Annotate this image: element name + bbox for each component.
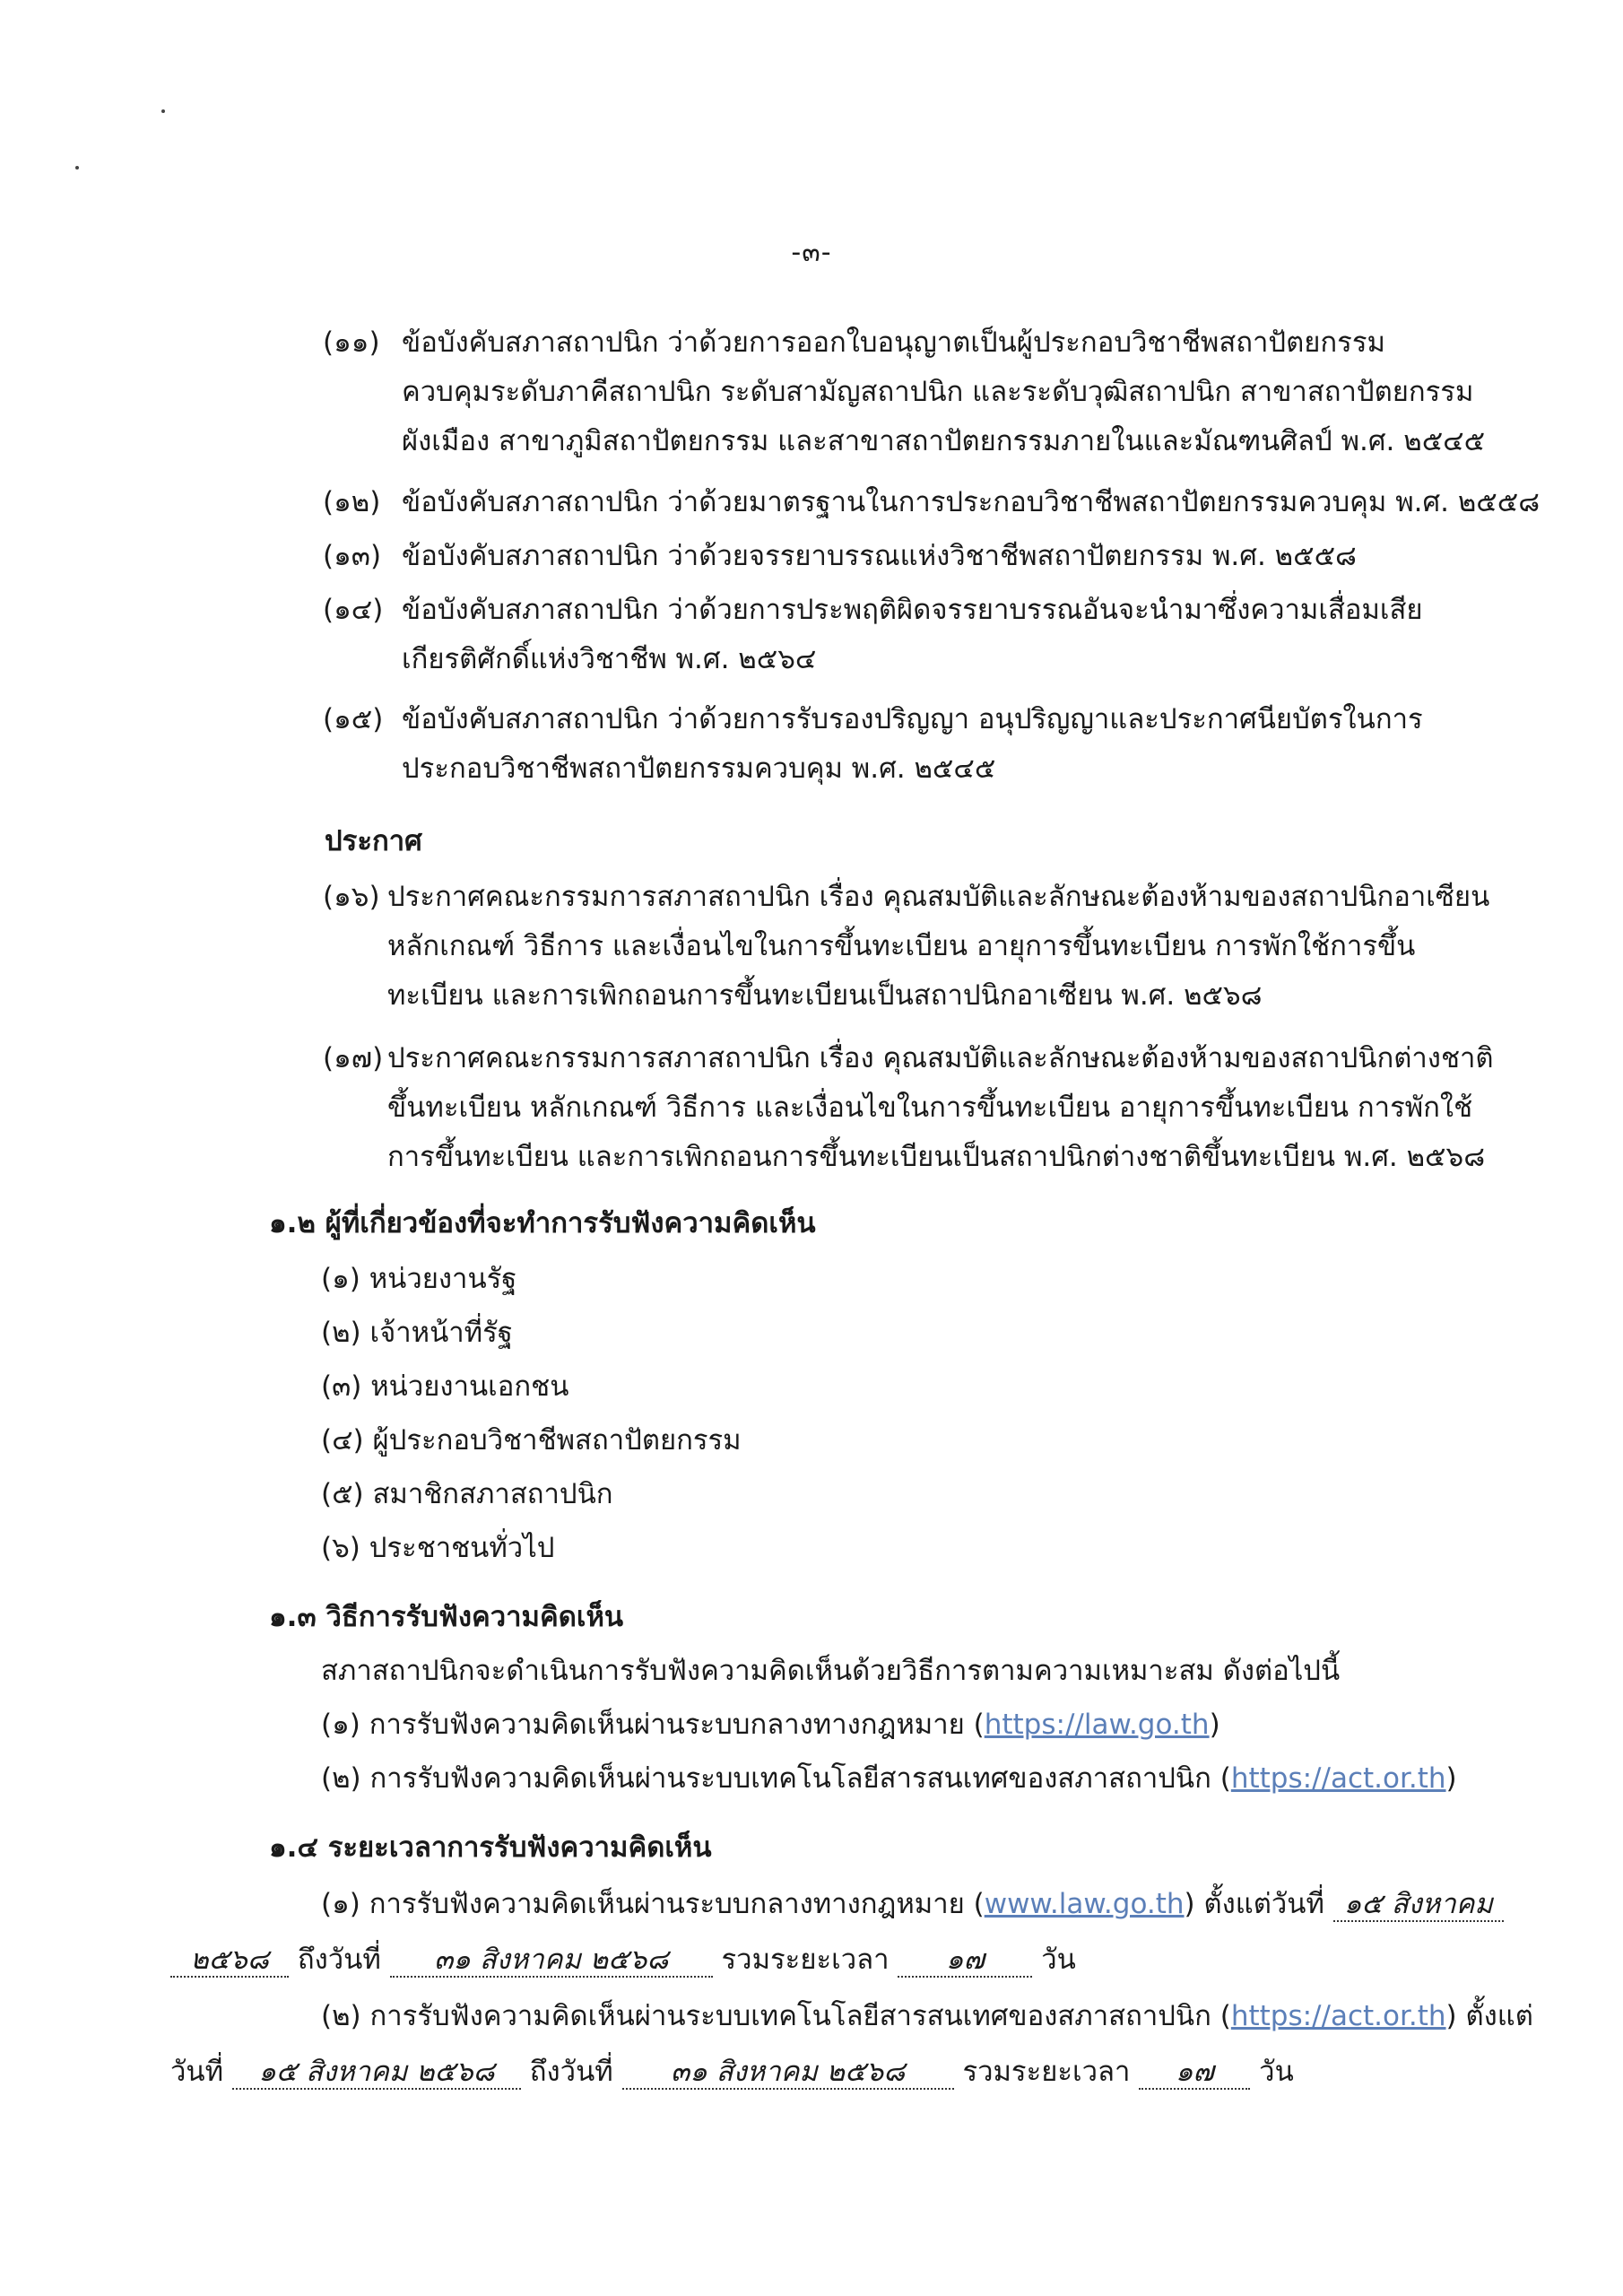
period-2-end-date: ๓๑ สิงหาคม ๒๕๖๘: [622, 2056, 954, 2090]
period-1-days: ๑๗: [898, 1944, 1032, 1978]
period-1-end-date: ๓๑ สิงหาคม ๒๕๖๘: [390, 1944, 713, 1978]
section-1-3-heading: ๑.๓ วิธีการรับฟังความคิดเห็น: [269, 1601, 624, 1633]
reg-14-number: (๑๔): [323, 594, 384, 626]
ann-17-line-1: (๑๗) ประกาศคณะกรรมการสภาสถาปนิก เรื่อง คุณสมบัติและลักษณะต้องห้ามของสถาปนิกต่างชาติ: [323, 1042, 1494, 1074]
section-1-2-item-4: (๔) ผู้ประกอบวิชาชีพสถาปัตยกรรม: [321, 1424, 742, 1457]
reg-11-line-1: (๑๑) ข้อบังคับสภาสถาปนิก ว่าด้วยการออกใบอนุญาตเป็นผู้ประกอบวิชาชีพสถาปัตยกรรม: [323, 326, 1385, 359]
section-1-3-item-2: (๒) การรับฟังความคิดเห็นผ่านระบบเทคโนโลยีสารสนเทศของสภาสถาปนิก (https://act.or.th): [321, 1762, 1457, 1795]
reg-15-line-1: (๑๕) ข้อบังคับสภาสถาปนิก ว่าด้วยการรับรองปริญญา อนุปริญญาและประกาศนียบัตรในการ: [323, 703, 1423, 735]
section-1-2-item-6: (๖) ประชาชนทั่วไป: [321, 1532, 555, 1564]
act-or-th-link-2[interactable]: https://act.or.th: [1230, 2000, 1446, 2032]
period-1-line-2: ๒๕๖๘ ถึงวันที่ ๓๑ สิงหาคม ๒๕๖๘ รวมระยะเวลา ๑๗ วัน: [170, 1942, 1076, 1978]
period-1-start-year: ๒๕๖๘: [170, 1944, 289, 1978]
section-1-2-item-1: (๑) หน่วยงานรัฐ: [321, 1263, 517, 1295]
scan-speck: [161, 109, 165, 113]
section-1-3-intro: สภาสถาปนิกจะดำเนินการรับฟังความคิดเห็นด้วยวิธีการตามความเหมาะสม ดังต่อไปนี้: [321, 1655, 1341, 1687]
reg-11-line-3: ผังเมือง สาขาภูมิสถาปัตยกรรม และสาขาสถาปัตยกรรมภายในและมัณฑนศิลป์ พ.ศ. ๒๕๔๕: [402, 425, 1486, 457]
section-1-3-item-1: (๑) การรับฟังความคิดเห็นผ่านระบบกลางทางกฎหมาย (https://law.go.th): [321, 1709, 1220, 1741]
announcements-heading: ประกาศ: [325, 825, 422, 857]
reg-11-number: (๑๑): [323, 326, 380, 359]
period-1-start-date: ๑๕ สิงหาคม: [1333, 1888, 1504, 1922]
reg-12-number: (๑๒): [323, 486, 381, 518]
reg-12-line-1: (๑๒) ข้อบังคับสภาสถาปนิก ว่าด้วยมาตรฐานในการประกอบวิชาชีพสถาปัตยกรรมควบคุม พ.ศ. ๒๕๕๘: [323, 486, 1541, 518]
scan-speck: [75, 166, 79, 170]
ann-17-line-3: การขึ้นทะเบียน และการเพิกถอนการขึ้นทะเบียนเป็นสถาปนิกต่างชาติขึ้นทะเบียน พ.ศ. ๒๕๖๘: [387, 1141, 1486, 1173]
period-2-line-2: วันที่ ๑๕ สิงหาคม ๒๕๖๘ ถึงวันที่ ๓๑ สิงหาคม ๒๕๖๘ รวมระยะเวลา ๑๗ วัน: [170, 2056, 1294, 2088]
ann-17-number: (๑๗): [323, 1042, 384, 1074]
reg-11-line-2: ควบคุมระดับภาคีสถาปนิก ระดับสามัญสถาปนิก และระดับวุฒิสถาปนิก สาขาสถาปัตยกรรม: [402, 376, 1474, 408]
ann-16-line-2: หลักเกณฑ์ วิธีการ และเงื่อนไขในการขึ้นทะเบียน อายุการขึ้นทะเบียน การพักใช้การขึ้น: [387, 930, 1416, 962]
reg-15-line-2: ประกอบวิชาชีพสถาปัตยกรรมควบคุม พ.ศ. ๒๕๔๕: [402, 752, 996, 785]
page-number: -๓-: [791, 237, 832, 268]
reg-13-number: (๑๓): [323, 540, 382, 572]
period-2-days: ๑๗: [1139, 2056, 1250, 2090]
section-1-2-item-3: (๓) หน่วยงานเอกชน: [321, 1370, 569, 1403]
reg-14-line-1: (๑๔) ข้อบังคับสภาสถาปนิก ว่าด้วยการประพฤติผิดจรรยาบรรณอันจะนำมาซึ่งความเสื่อมเสีย: [323, 594, 1423, 626]
ann-17-line-2: ขึ้นทะเบียน หลักเกณฑ์ วิธีการ และเงื่อนไขในการขึ้นทะเบียน อายุการขึ้นทะเบียน การพักใช้: [387, 1091, 1473, 1124]
period-1-line-1: (๑) การรับฟังความคิดเห็นผ่านระบบกลางทางกฎหมาย (www.law.go.th) ตั้งแต่วันที่ ๑๕ สิงหาคม: [321, 1886, 1504, 1922]
reg-14-line-2: เกียรติศักดิ์แห่งวิชาชีพ พ.ศ. ๒๕๖๔: [402, 643, 817, 675]
ann-16-line-1: (๑๖) ประกาศคณะกรรมการสภาสถาปนิก เรื่อง คุณสมบัติและลักษณะต้องห้ามของสถาปนิกอาเซียน: [323, 881, 1490, 913]
ann-16-line-3: ทะเบียน และการเพิกถอนการขึ้นทะเบียนเป็นสถาปนิกอาเซียน พ.ศ. ๒๕๖๘: [387, 979, 1263, 1012]
reg-13-line-1: (๑๓) ข้อบังคับสภาสถาปนิก ว่าด้วยจรรยาบรรณแห่งวิชาชีพสถาปัตยกรรม พ.ศ. ๒๕๕๘: [323, 540, 1357, 572]
act-or-th-link[interactable]: https://act.or.th: [1230, 1762, 1446, 1795]
www-law-go-th-link[interactable]: www.law.go.th: [984, 1888, 1185, 1920]
period-2-line-1: (๒) การรับฟังความคิดเห็นผ่านระบบเทคโนโลยีสารสนเทศของสภาสถาปนิก (https://act.or.th) ตั้งแต่: [321, 2000, 1533, 2032]
section-1-2-heading: ๑.๒ ผู้ที่เกี่ยวข้องที่จะทำการรับฟังความคิดเห็น: [269, 1207, 816, 1239]
reg-15-number: (๑๕): [323, 703, 384, 735]
ann-16-number: (๑๖): [323, 881, 380, 913]
section-1-2-item-5: (๕) สมาชิกสภาสถาปนิก: [321, 1478, 613, 1510]
period-2-start-date: ๑๕ สิงหาคม ๒๕๖๘: [232, 2056, 521, 2090]
section-1-2-item-2: (๒) เจ้าหน้าที่รัฐ: [321, 1317, 513, 1349]
section-1-4-heading: ๑.๔ ระยะเวลาการรับฟังความคิดเห็น: [269, 1831, 712, 1864]
law-go-th-link[interactable]: https://law.go.th: [984, 1709, 1210, 1741]
